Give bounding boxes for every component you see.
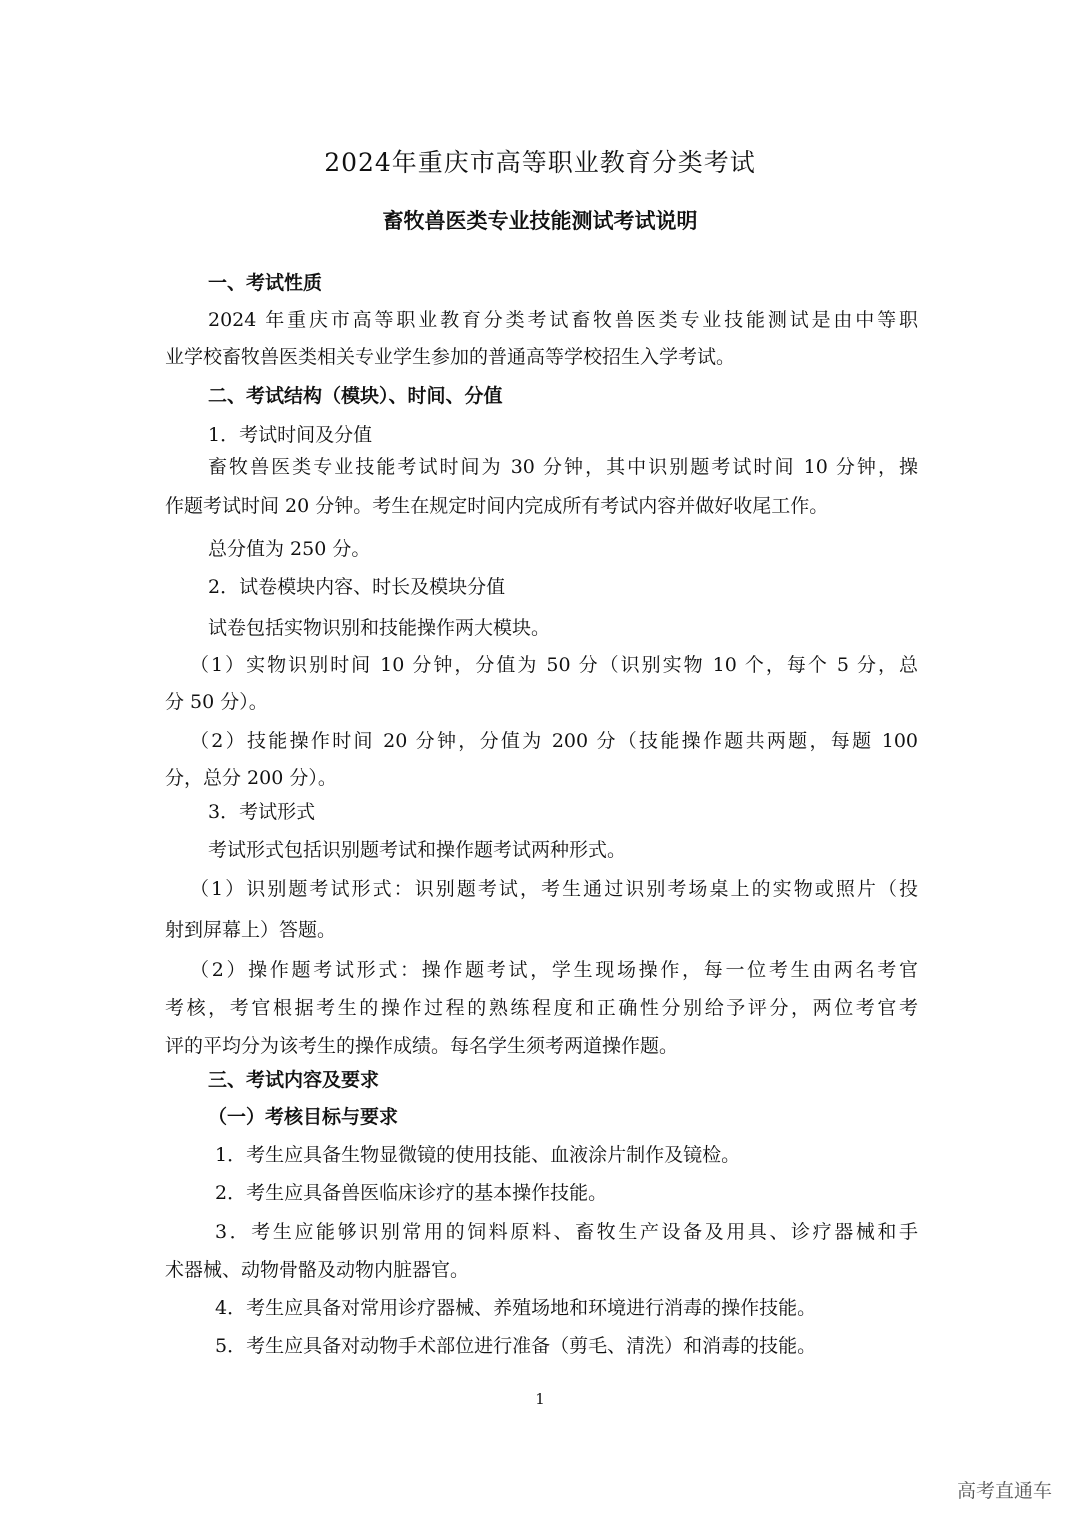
list-item: 1．考生应具备生物显微镜的使用技能、血液涂片制作及镜检。 (215, 1144, 741, 1166)
paragraph-line: 2024 年重庆市高等职业教育分类考试畜牧兽医类专业技能测试是由中等职 (208, 309, 918, 331)
subsection-heading: 2．试卷模块内容、时长及模块分值 (208, 576, 506, 598)
subsection-heading: （一）考核目标与要求 (208, 1106, 399, 1128)
list-item: 3．考生应能够识别常用的饲料原料、畜牧生产设备及用具、诊疗器械和手 (215, 1221, 918, 1243)
paragraph-line: 评的平均分为该考生的操作成绩。每名学生须考两道操作题。 (165, 1035, 679, 1057)
paragraph-line: 总分值为 250 分。 (208, 538, 371, 560)
paragraph-line: 试卷包括实物识别和技能操作两大模块。 (208, 617, 551, 639)
section-heading: 三、考试内容及要求 (208, 1069, 380, 1091)
paragraph-line: 畜牧兽医类专业技能考试时间为 30 分钟，其中识别题考试时间 10 分钟，操 (208, 456, 918, 478)
section-heading: 二、考试结构（模块）、时间、分值 (208, 385, 503, 407)
section-heading: 一、考试性质 (208, 272, 323, 294)
list-item: 4．考生应具备对常用诊疗器械、养殖场地和环境进行消毒的操作技能。 (215, 1297, 817, 1319)
list-item-continuation: 术器械、动物骨骼及动物内脏器官。 (165, 1259, 470, 1281)
paragraph-line: 作题考试时间 20 分钟。考生在规定时间内完成所有考试内容并做好收尾工作。 (165, 495, 829, 517)
paragraph-line: 分，总分 200 分）。 (165, 767, 337, 789)
paragraph-line: 业学校畜牧兽医类相关专业学生参加的普通高等学校招生入学考试。 (165, 346, 736, 368)
list-item: 2．考生应具备兽医临床诊疗的基本操作技能。 (215, 1182, 608, 1204)
paragraph-line: （1）实物识别时间 10 分钟，分值为 50 分（识别实物 10 个，每个 5 分，总 (190, 654, 918, 676)
subsection-heading: 1．考试时间及分值 (208, 424, 373, 446)
subsection-heading: 3．考试形式 (208, 801, 316, 823)
paragraph-line: 射到屏幕上）答题。 (165, 919, 337, 941)
watermark: 高考直通车 (956, 1480, 1052, 1502)
paragraph-line: 考核，考官根据考生的操作过程的熟练程度和正确性分别给予评分，两位考官考 (165, 997, 918, 1019)
document-title: 2024年重庆市高等职业教育分类考试 (324, 148, 756, 177)
paragraph-line: 分 50 分）。 (165, 691, 268, 713)
paragraph-line: （2）操作题考试形式：操作题考试，学生现场操作，每一位考生由两名考官 (190, 959, 918, 981)
paragraph-line: （1）识别题考试形式：识别题考试，考生通过识别考场桌上的实物或照片（投 (190, 878, 918, 900)
page-number: 1 (535, 1390, 545, 1408)
document-subtitle: 畜牧兽医类专业技能测试考试说明 (382, 209, 698, 233)
paragraph-line: 考试形式包括识别题考试和操作题考试两种形式。 (208, 839, 627, 861)
paragraph-line: （2）技能操作时间 20 分钟，分值为 200 分（技能操作题共两题，每题 100 (190, 730, 918, 752)
list-item: 5．考生应具备对动物手术部位进行准备（剪毛、清洗）和消毒的技能。 (215, 1335, 817, 1357)
